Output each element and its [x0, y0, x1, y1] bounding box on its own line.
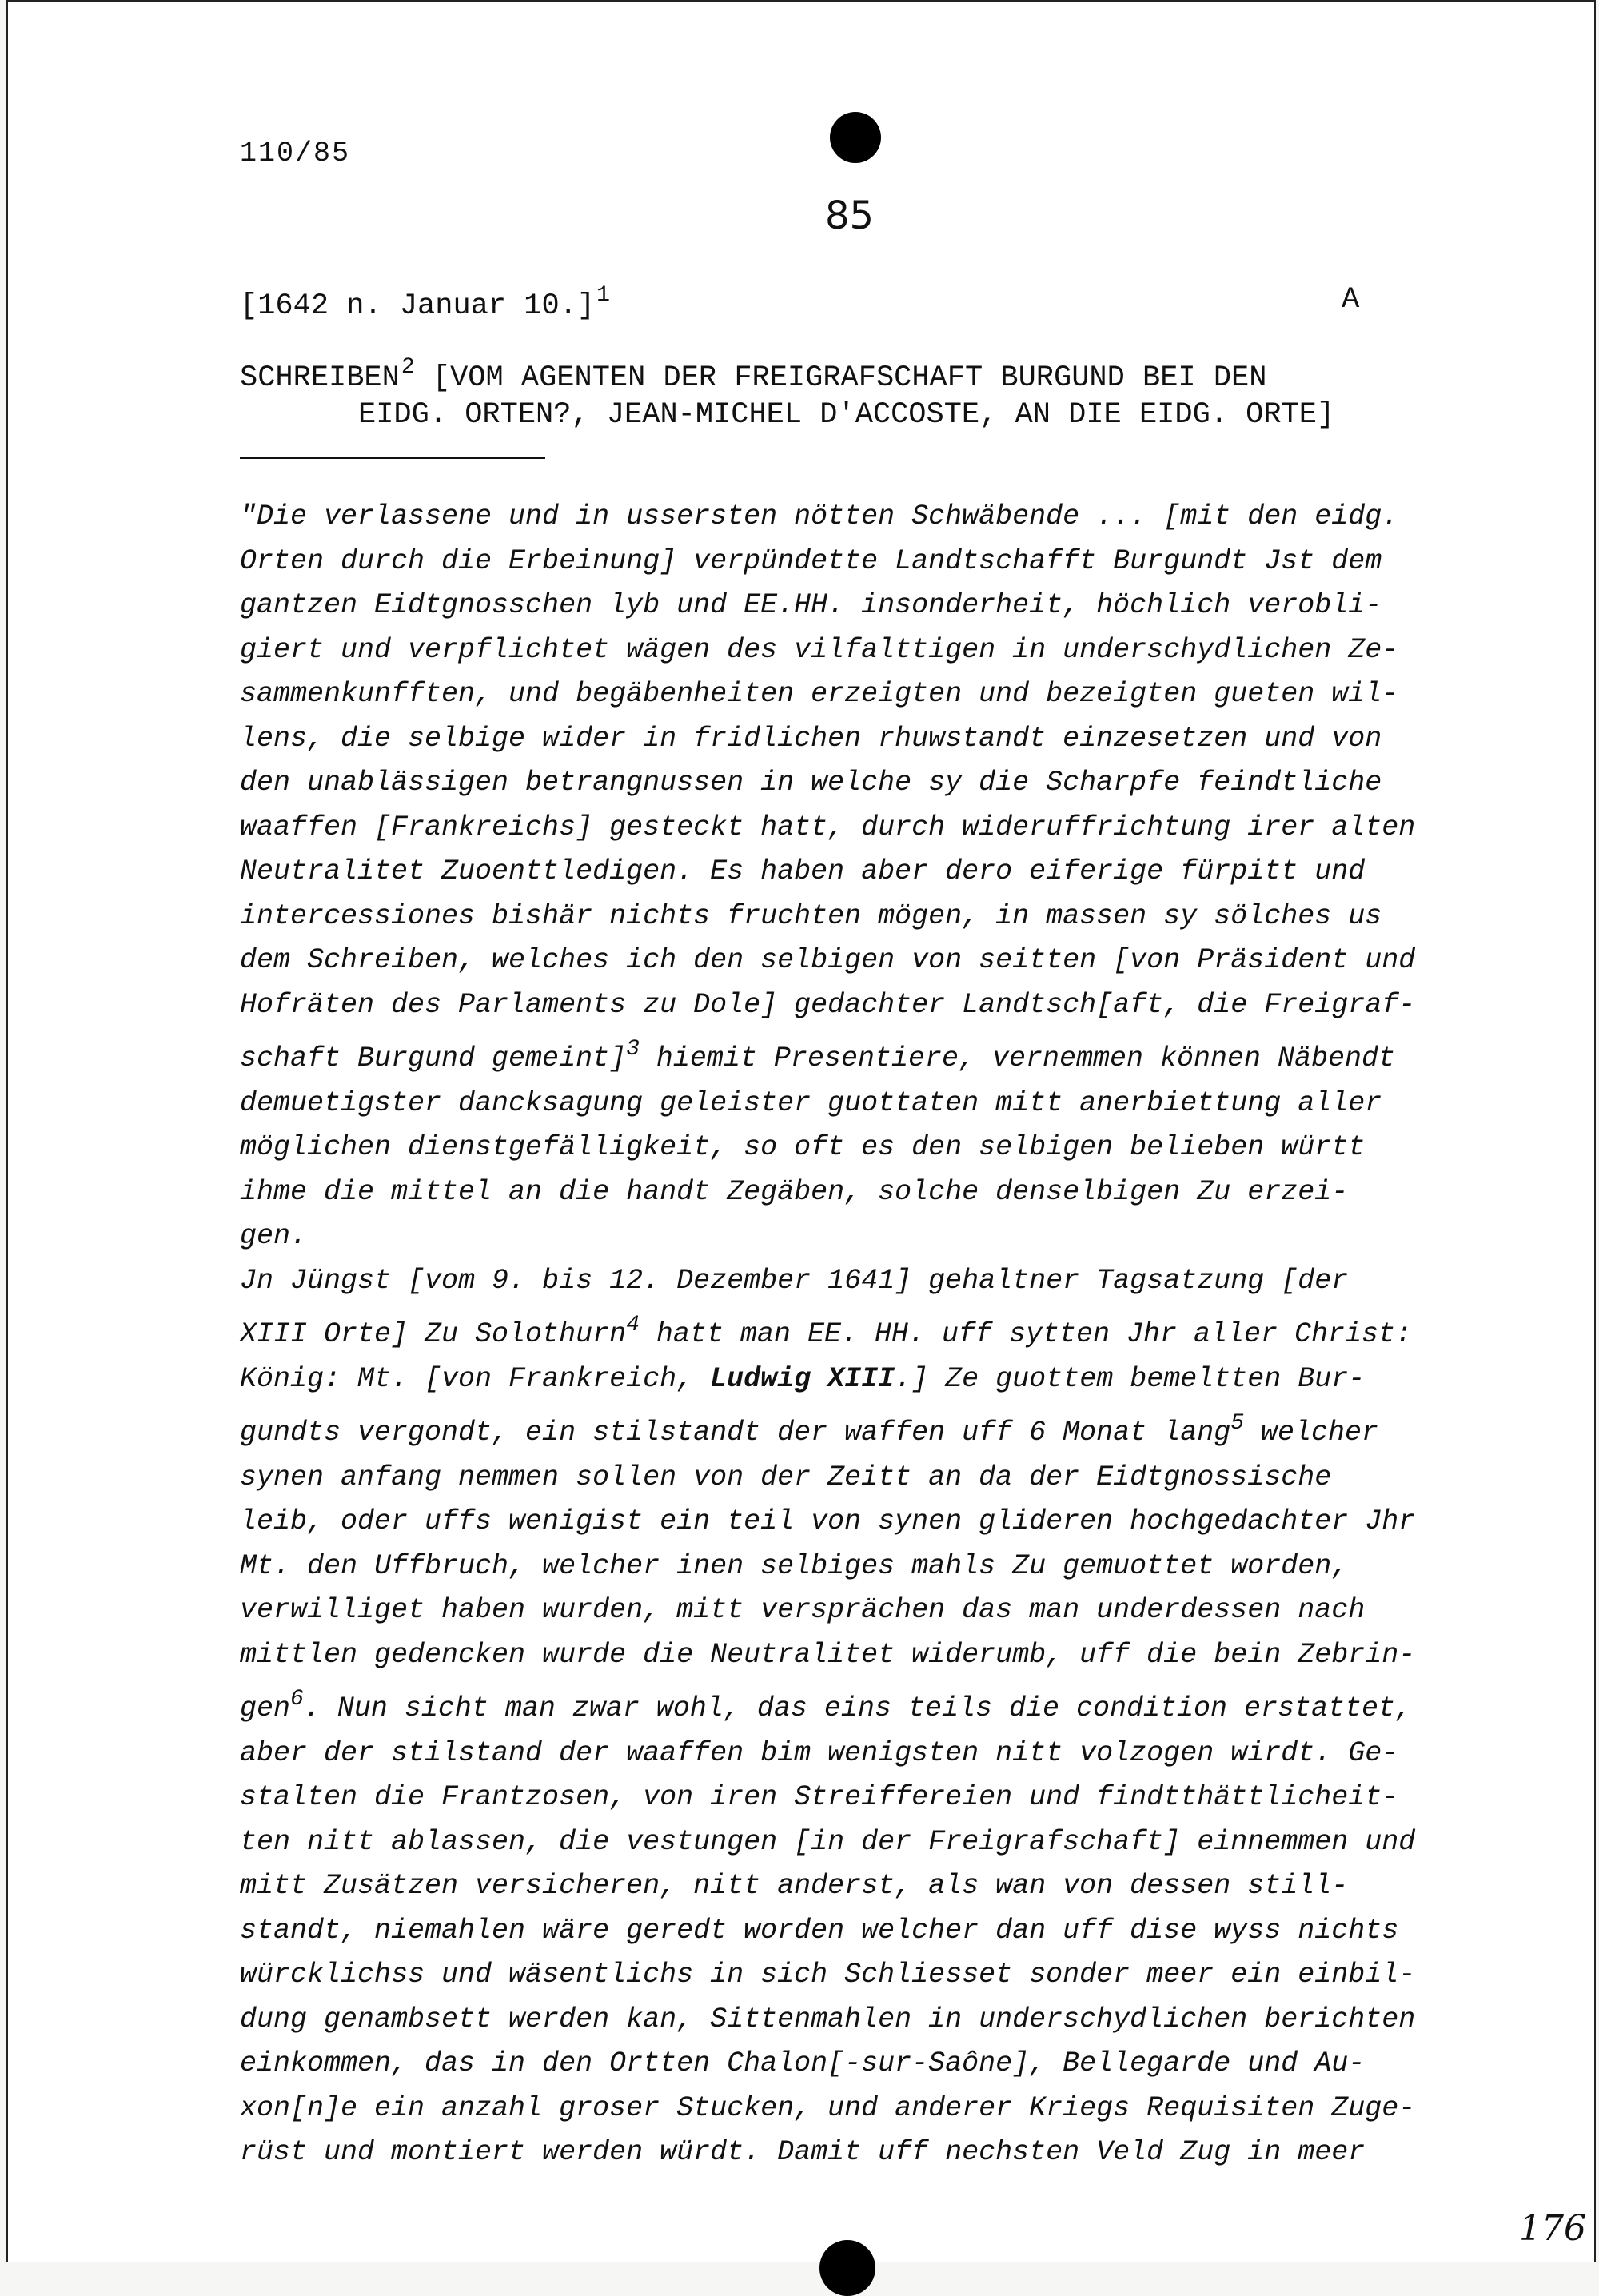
- date-text: [1642 n. Januar 10.]: [240, 289, 596, 323]
- body-line: ihme die mittel an die handt Zegäben, solche denselbigen Zu erzei-: [240, 1175, 1349, 1208]
- body-line: einkommen, das in den Ortten Chalon[-sur-Saône], Bellegarde und Au-: [240, 2047, 1366, 2079]
- heading-line-2: EIDG. ORTEN?, JEAN-MICHEL D'ACCOSTE, AN DIE EIDG. ORTE]: [358, 398, 1335, 432]
- body-text: hatt man EE. HH. uff sytten Jhr aller Christ:: [639, 1318, 1413, 1350]
- body-line: stalten die Frantzosen, von iren Streiffereien und findtthättlicheit-: [240, 1781, 1399, 1813]
- body-line: mitt Zusätzen versicheren, nitt anderst, als wan von dessen still-: [240, 1870, 1349, 1902]
- body-line: den unablässigen betrangnussen in welche sy die Scharpfe feindtliche: [240, 767, 1382, 799]
- body-line: mittlen gedencken wurde die Neutralitet widerumb, uff die bein Zebrin-: [240, 1638, 1416, 1671]
- body-text: welcher: [1244, 1417, 1379, 1449]
- body-line: rüst und montiert werden würdt. Damit uff nechsten Veld Zug in meer: [240, 2136, 1366, 2168]
- document-page: [6, 0, 1596, 2262]
- footnote-marker: 3: [626, 1037, 640, 1062]
- body-line: xon[n]e ein anzahl groser Stucken, und anderer Kriegs Requisiten Zuge-: [240, 2091, 1416, 2124]
- document-date: [240, 283, 610, 323]
- body-line: Orten durch die Erbeinung] verpündette Landtschafft Burgundt Jst dem: [240, 544, 1382, 577]
- body-line: möglichen dienstgefälligkeit, so oft es den selbigen belieben württ: [240, 1131, 1366, 1163]
- body-line: standt, niemahlen wäre geredt worden welcher dan uff dise wyss nichts: [240, 1914, 1399, 1947]
- body-text: gen: [240, 1692, 291, 1724]
- heading-footnote-marker: 2: [401, 355, 415, 380]
- body-line: [240, 1357, 1487, 1402]
- body-line: dem Schreiben, welches ich den selbigen von seitten [von Präsident und: [240, 944, 1416, 976]
- page-number: 85: [825, 193, 875, 238]
- body-line: ten nitt ablassen, die vestungen [in der Freigrafschaft] einnemmen und: [240, 1825, 1416, 1858]
- body-line: Neutralitet Zuoenttledigen. Es haben aber dero eiferige fürpitt und: [240, 855, 1366, 887]
- body-line: aber der stilstand der waaffen bim wenigsten nitt volzogen wirdt. Ge-: [240, 1736, 1399, 1769]
- footnote-marker: 6: [290, 1687, 304, 1712]
- body-line: dung genambsett werden kan, Sittenmahlen in underschydlichen berichten: [240, 2003, 1416, 2035]
- body-line: Mt. den Uffbruch, welcher inen selbiges mahls Zu gemuottet worden,: [240, 1549, 1349, 1582]
- body-line: [240, 1027, 1487, 1082]
- body-line: "Die verlassene und in ussersten nötten Schwäbende ... [mit den eidg.: [240, 500, 1399, 532]
- body-line: waaffen [Frankreichs] gesteckt hatt, durch wideruffrichtung irer alten: [240, 811, 1416, 843]
- document-heading: [240, 349, 1439, 433]
- heading-type: SCHREIBEN: [240, 361, 400, 395]
- document-reference: 110/85: [240, 138, 351, 169]
- body-text: .] Ze guottem bemeltten Bur-: [895, 1362, 1366, 1395]
- body-line: verwilliget haben wurden, mitt versprächen das man underdessen nach: [240, 1594, 1366, 1626]
- body-line: [240, 1401, 1487, 1456]
- body-text: gundts vergondt, ein stilstandt der waffen uff 6 Monat lang: [240, 1417, 1231, 1449]
- heading-line-1: [240, 355, 1267, 395]
- footnote-marker: 5: [1230, 1411, 1245, 1436]
- body-line: gen.: [240, 1220, 308, 1252]
- person-name: Ludwig XIII: [710, 1362, 895, 1395]
- body-line: sammenkunfften, und begäbenheiten erzeigten und bezeigten gueten wil-: [240, 678, 1399, 710]
- handwritten-folio-number: 176: [1519, 2208, 1586, 2249]
- body-text: XIII Orte] Zu Solothurn: [240, 1318, 627, 1350]
- body-text: König: Mt. [von Frankreich,: [240, 1362, 711, 1395]
- body-line: gantzen Eidtgnosschen lyb und EE.HH. insonderheit, höchlich verobli-: [240, 589, 1382, 621]
- punch-hole-top: [830, 112, 881, 163]
- punch-hole-bottom: [819, 2240, 875, 2296]
- body-line: Hofräten des Parlaments zu Dole] gedachter Landtsch[aft, die Freigraf-: [240, 988, 1416, 1021]
- body-text: schaft Burgund gemeint]: [240, 1042, 627, 1074]
- date-footnote-marker: 1: [596, 283, 610, 308]
- heading-divider: [240, 457, 545, 459]
- document-category: A: [1342, 283, 1360, 317]
- body-text: . Nun sicht man zwar wohl, das eins teils die condition erstattet,: [303, 1692, 1413, 1724]
- body-line: [240, 1303, 1487, 1357]
- body-line: intercessiones bishär nichts fruchten mögen, in massen sy sölches us: [240, 899, 1382, 932]
- body-line: [240, 1677, 1487, 1732]
- body-line: lens, die selbige wider in fridlichen rhuwstandt einzesetzen und von: [240, 722, 1382, 755]
- footnote-marker: 4: [626, 1313, 640, 1337]
- body-line: synen anfang nemmen sollen von der Zeitt an da der Eidtgnossische: [240, 1461, 1332, 1493]
- body-line: demuetigster dancksagung geleister guottaten mitt anerbiettung aller: [240, 1086, 1382, 1119]
- body-line: leib, oder uffs wenigist ein teil von synen glideren hochgedachter Jhr: [240, 1505, 1416, 1537]
- body-text: hiemit Presentiere, vernemmen können Näbendt: [639, 1042, 1396, 1074]
- body-line: Jn Jüngst [vom 9. bis 12. Dezember 1641] gehaltner Tagsatzung [der: [240, 1264, 1349, 1297]
- document-body: [240, 495, 1487, 2175]
- body-line: giert und verpflichtet wägen des vilfalttigen in underschydlichen Ze-: [240, 633, 1399, 666]
- heading-text-1: [VOM AGENTEN DER FREIGRAFSCHAFT BURGUND BEI DEN: [414, 361, 1267, 395]
- body-line: würcklichss und wäsentlichs in sich Schliesset sonder meer ein einbil-: [240, 1959, 1416, 1991]
